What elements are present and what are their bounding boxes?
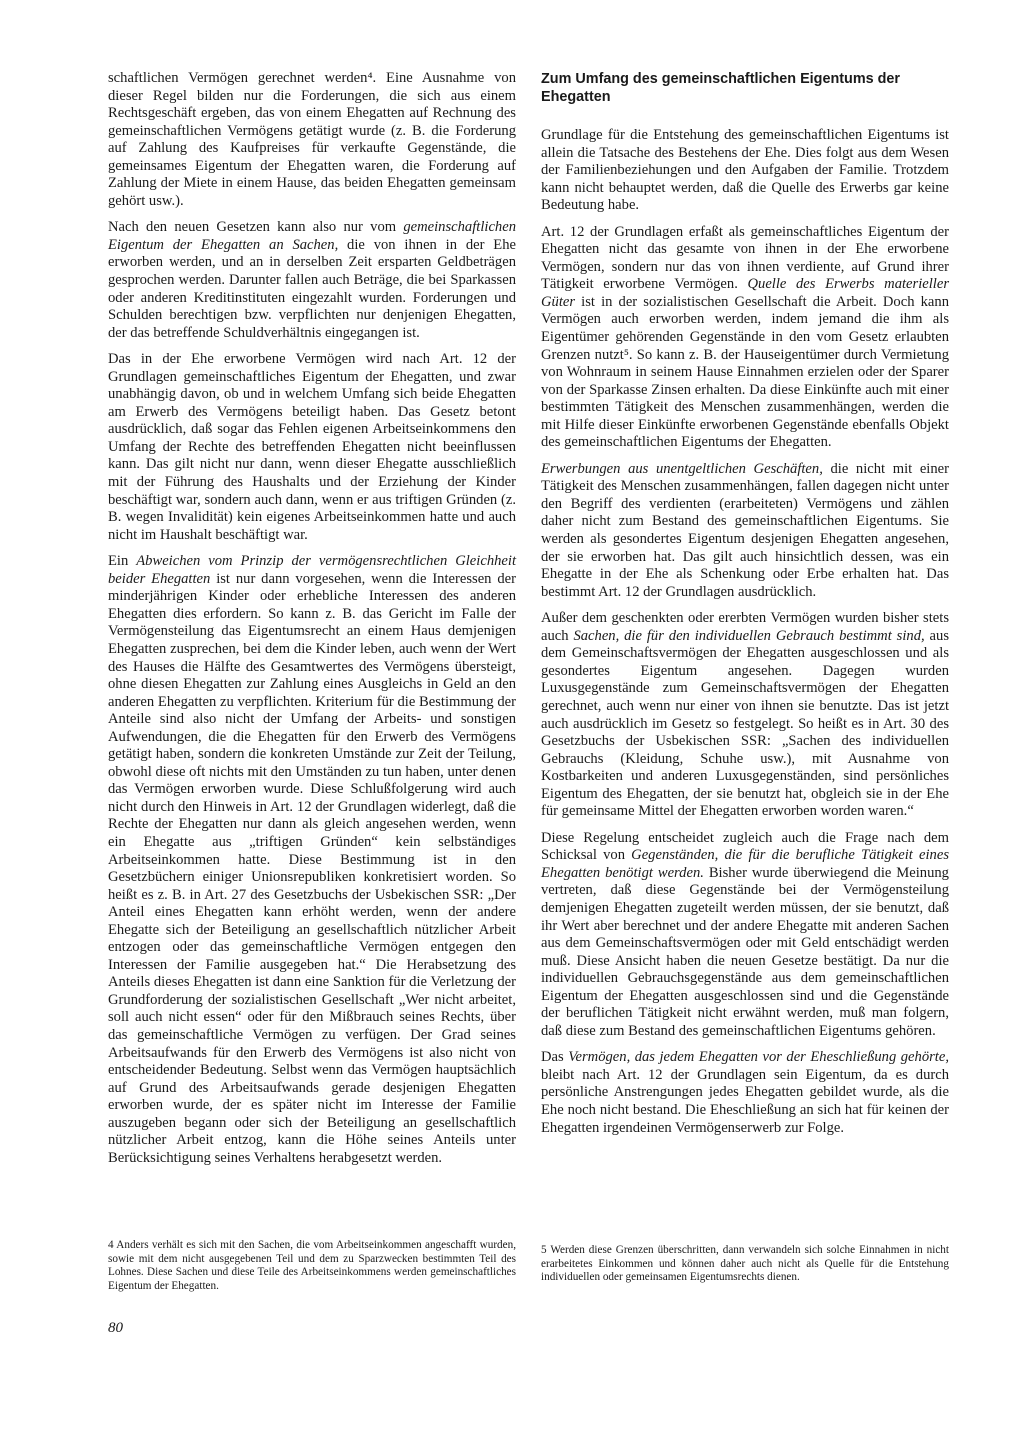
right-paragraph-6 — [541, 1049, 949, 1137]
right-paragraph-4 — [541, 610, 949, 821]
emphasized-text: Sachen, die für den individuellen Gebrauch bestimmt sind, — [573, 627, 925, 644]
text-run: Das in der Ehe erworbene Vermögen wird nach Art. 12 der Grundlagen gemeinschaftliches Eigentum der Ehegatten, und zwar unabhängig davon, ob und in welchem Umfang sich beide Ehegatten am Erwerb des Vermögens beteiligt haben. Das Gesetz betont ausdrücklich, daß sogar das Fehlen eigenen Arbeitseinkommens den Umfang der Rechte des betreffenden Ehegatten nicht beeinflussen kann. Das gilt nicht nur dann, wenn dieser Ehegatte ausschließlich mit der Führung des Haushalts und der Erziehung der Kinder beschäftigt war, sondern auch dann, wenn er aus triftigen Gründen (z. B. wegen Invalidität) kein eigenes Arbeitseinkommen hatte und auch nicht im Haushalt beschäftigt war. — [108, 351, 516, 543]
right-paragraph-2 — [541, 224, 949, 452]
emphasized-text: Erwerbungen aus unentgeltlichen Geschäften, — [541, 460, 823, 477]
emphasized-text: gemeinschaftlichen Eigentum der Ehegatten an Sachen, — [108, 219, 516, 253]
text-run: ist in der sozialistischen Gesellschaft die Arbeit. Doch kann Vermögen auch erworben werden, indem jemand die ihm als Eigentümer gehörenden Gegenstände in den vom Gesetz erlaubten Grenzen nutzt⁵. So kann z. B. der Hauseigentümer durch Vermietung von Wohnraum in seinem Hause Einnahmen erzielen oder der Sparer von der Sparkasse Zinsen erhalten. Da diese Einkünfte auch mit einer bestimmten Tätigkeit des Menschen zusammenhängen, werden die mit Hilfe dieser Einkünfte erworbenen Gegenstände ebenfalls Objekt des gemeinschaftlichen Eigentums der Ehegatten. — [541, 293, 949, 451]
text-run: Außer dem geschenkten oder ererbten Vermögen wurden bisher stets auch — [541, 610, 949, 644]
left-paragraph-3 — [108, 351, 516, 544]
text-run: bleibt nach Art. 12 der Grundlagen sein Eigentum, da es durch persönliche Anstrengungen jedes Ehegatten gebildet wurde, als die Ehe noch nicht bestand. Die Eheschließung an sich hat für keinen der Ehegatten irgendeinen Vermögenserwerb zur Folge. — [541, 1066, 949, 1136]
text-run: Ein — [108, 553, 137, 570]
text-run: Nach den neuen Gesetzen kann also nur vom — [108, 219, 404, 236]
text-run: ist nur dann vorgesehen, wenn die Interessen der minderjährigen Kinder oder erhebliche Interessen des anderen Ehegatten dies erfordern. So kann z. B. das Gericht im Falle der Vermögensteilung das Eigentumsrecht an einem Haus demjenigen Ehegatten zusprechen, bei dem die Kinder leben, auch wenn der Wert des Hauses die Hälfte des Gesamtwertes des Vermögens übersteigt, ohne diesen Ehegatten zur Zahlung eines Ausgleichs in Geld an den anderen Ehegatten zu verpflichten. Kriterium für die Bestimmung der Anteile sind also nicht der Umfang der Arbeits- und sonstigen Aufwendungen, die die Ehegatten für den Erwerb des Vermögens getätigt haben, sondern die konkreten Umstände zur Zeit der Teilung, obwohl diese oft nichts mit den Umständen zu tun haben, unter denen das Vermögen erworben wurde. Diese Schlußfolgerung wird auch nicht durch den Hinweis in Art. 12 der Grundlagen widerlegt, daß die Rechte der Ehegatten nur dann als gleich angesehen werden, wenn ein Ehegatte aus „triftigen Gründen“ kein selbständiges Arbeitseinkommen hatte. Diese Bestimmung ist in den Gesetzbüchern einiger Unionsrepubliken konkretisiert worden. So heißt es z. B. in Art. 27 des Gesetzbuchs der Usbekischen SSR: „Der Anteil eines Ehegatten kann erhöht werden, wenn der andere Ehegatte sich der Beteiligung an gesellschaftlich nützlicher Arbeit entzogen oder das gemeinschaftliche Vermögen entgegen den Interessen der Familie ausgegeben hat.“ Die Herabsetzung des Anteils dieses Ehegatten ist dann eine Sanktion für die Verletzung der Grundforderung der sozialistischen Gesellschaft „Wer nicht arbeitet, soll auch nicht essen“ oder für den Mißbrauch seines Rechts, über das gemeinschaftliche Vermögen zu verfügen. Der Grad seines Arbeitsaufwands für den Erwerb des Vermögens ist also nicht von entscheidender Bedeutung. Selbst wenn das Vermögen hauptsächlich auf Grund des Arbeitsaufwands gerade desjenigen Ehegatten erworben wurde, der es später nicht im Interesse der Familie auszugeben begann oder sich der Beteiligung an gesellschaftlich nützlicher Arbeit entzog, kann die Höhe seines Anteils unter Berücksichtigung seines Verhaltens herabgesetzt werden. — [108, 570, 516, 1166]
text-run: die nicht mit einer Tätigkeit des Menschen zusammenhängen, fallen dagegen nicht unter den Begriff des verdienten (erarbeiteten) Vermögens und zählen daher nicht zum Bestand des gemeinschaftlichen Eigentums. Sie werden als gesondertes Eigentum desjenigen Ehegatten angesehen, der sie erworben hat. Das gilt auch hinsichtlich dessen, was ein Ehegatte in der Ehe als Schenkung oder Erbe erhalten hat. Das bestimmt Art. 12 der Grundlagen ausdrücklich. — [541, 460, 949, 600]
emphasized-text: Abweichen vom Prinzip der vermögensrechtlichen Gleichheit beider Ehegatten — [108, 553, 516, 587]
right-paragraph-3 — [541, 461, 949, 601]
emphasized-text: Vermögen, das jedem Ehegatten vor der Eheschließung gehörte, — [568, 1049, 949, 1066]
page-number: 80 — [108, 1320, 123, 1336]
right-footnote-area — [541, 1244, 949, 1285]
right-paragraph-5 — [541, 830, 949, 1041]
right-column — [541, 70, 949, 1146]
footnote-5: 5 Werden diese Grenzen überschritten, dann verwandeln sich solche Einnahmen in nicht erarbeitetes Einkommen und können daher auch nicht als Quelle für die Entstehung individuellen oder gemeinsamen Eigentumsrechts dienen. — [541, 1244, 949, 1283]
emphasized-text: Gegenständen, die für die berufliche Tätigkeit eines Ehegatten benötigt werden. — [541, 847, 949, 881]
section-heading: Zum Umfang des gemeinschaftlichen Eigentums der Ehegatten — [541, 71, 901, 105]
text-run: Diese Regelung entscheidet zugleich auch die Frage nach dem Schicksal von — [541, 829, 949, 864]
right-paragraph-1 — [541, 127, 949, 215]
text-run: Das — [541, 1049, 569, 1066]
text-run: Grundlage für die Entstehung des gemeinschaftlichen Eigentums ist allein die Tatsache des Bestehens der Ehe. Dies folgt aus dem Wesen der Familienbeziehungen und den Aufgaben der Familie. Trotzdem kann nicht behauptet werden, daß die Quelle des Erwerbs gar keine Bedeutung habe. — [541, 127, 949, 214]
left-footnote-area — [108, 1239, 516, 1293]
text-run: aus dem Gemeinschaftsvermögen der Ehegatten ausgeschlossen und als gesondertes Eigentum angesehen. Dagegen wurden Luxusgegenstände zum Gemeinschaftsvermögen der Ehegatten gerechnet, auch wenn nur einer von ihnen sie benutzte. Das ist jetzt auch ausdrücklich im Gesetz so festgelegt. So heißt es in Art. 30 des Gesetzbuchs der Usbekischen SSR: „Sachen des individuellen Gebrauchs (Kleidung, Schuhe usw.), mit Ausnahme von Kostbarkeiten und anderen Luxusgegenständen, sind persönliches Eigentum des Ehegatten, der sie benutzt hat, obgleich sie in der Ehe für gemeinsame Mittel der Ehegatten erworben worden waren.“ — [541, 627, 950, 820]
left-paragraph-4 — [108, 553, 516, 1167]
emphasized-text: Quelle des Erwerbs materieller Güter — [541, 276, 949, 310]
left-paragraph-2 — [108, 219, 516, 342]
text-run: die von ihnen in der Ehe erworben werden, und an in derselben Zeit ersparten Geldbeträgen gesprochen werden. Darunter fallen auch Beträge, die bei Sparkassen oder anderen Kreditinstituten eingezahlt wurden. Forderungen und Schulden berechtigen bzw. verpflichten nur denjenigen Ehegatten, der das betreffende Schuldverhältnis eingegangen ist. — [108, 236, 516, 341]
left-paragraph-1 — [108, 70, 516, 210]
left-column — [108, 70, 516, 1176]
footnote-4: 4 Anders verhält es sich mit den Sachen, die vom Arbeitseinkommen angeschafft wurden, sowie mit dem nicht ausgegebenen Teil und dem zu Sparzwecken bestimmten Teil des Lohnes. Diese Sachen und diese Teile des Arbeitseinkommens werden gemeinschaftliches Eigentum der Ehegatten. — [108, 1239, 516, 1292]
text-run: Bisher wurde überwiegend die Meinung vertreten, daß diese Gegenstände bei der Vermögensteilung demjenigen Ehegatten zugeteilt werden müssen, der sie benutzt, daß ihr Wert aber berechnet und der andere Ehegatte mit anderen Sachen aus dem Gemeinschaftsvermögen oder mit Geld entschädigt werden muß. Diese Ansicht haben die neuen Gesetze bestätigt. Da nur die individuellen Gebrauchsgegenstände aus dem gemeinschaftlichen Eigentum der Ehegatten ausgeschlossen sind und die Gegenstände der beruflichen Tätigkeit nicht erwähnt werden, muß man folgern, daß diese zum Bestand des gemeinschaftlichen Eigentums gehören. — [541, 864, 949, 1039]
text-run: schaftlichen Vermögen gerechnet werden⁴. Eine Ausnahme von dieser Regel bilden nur die Forderungen, die sich aus einem Rechtsgeschäft ergeben, das von einem Ehegatten auf Rechnung des gemeinschaftlichen Vermögens getätigt wurde (z. B. die Forderung auf Zahlung des Kaufpreises für verkaufte Gegenstände, die gemeinsames Eigentum der Ehegatten waren, die Forderung auf Zahlung der Miete in einem Hause, das beiden Ehegatten gemeinsam gehört usw.). — [108, 70, 516, 209]
text-run: Art. 12 der Grundlagen erfaßt als gemeinschaftliches Eigentum der Ehegatten nicht das gesamte von ihnen in der Ehe erworbene Vermögen, sondern nur das von ihnen verdiente, auf Grund ihrer Tätigkeit erworbene Vermögen. — [541, 223, 949, 293]
